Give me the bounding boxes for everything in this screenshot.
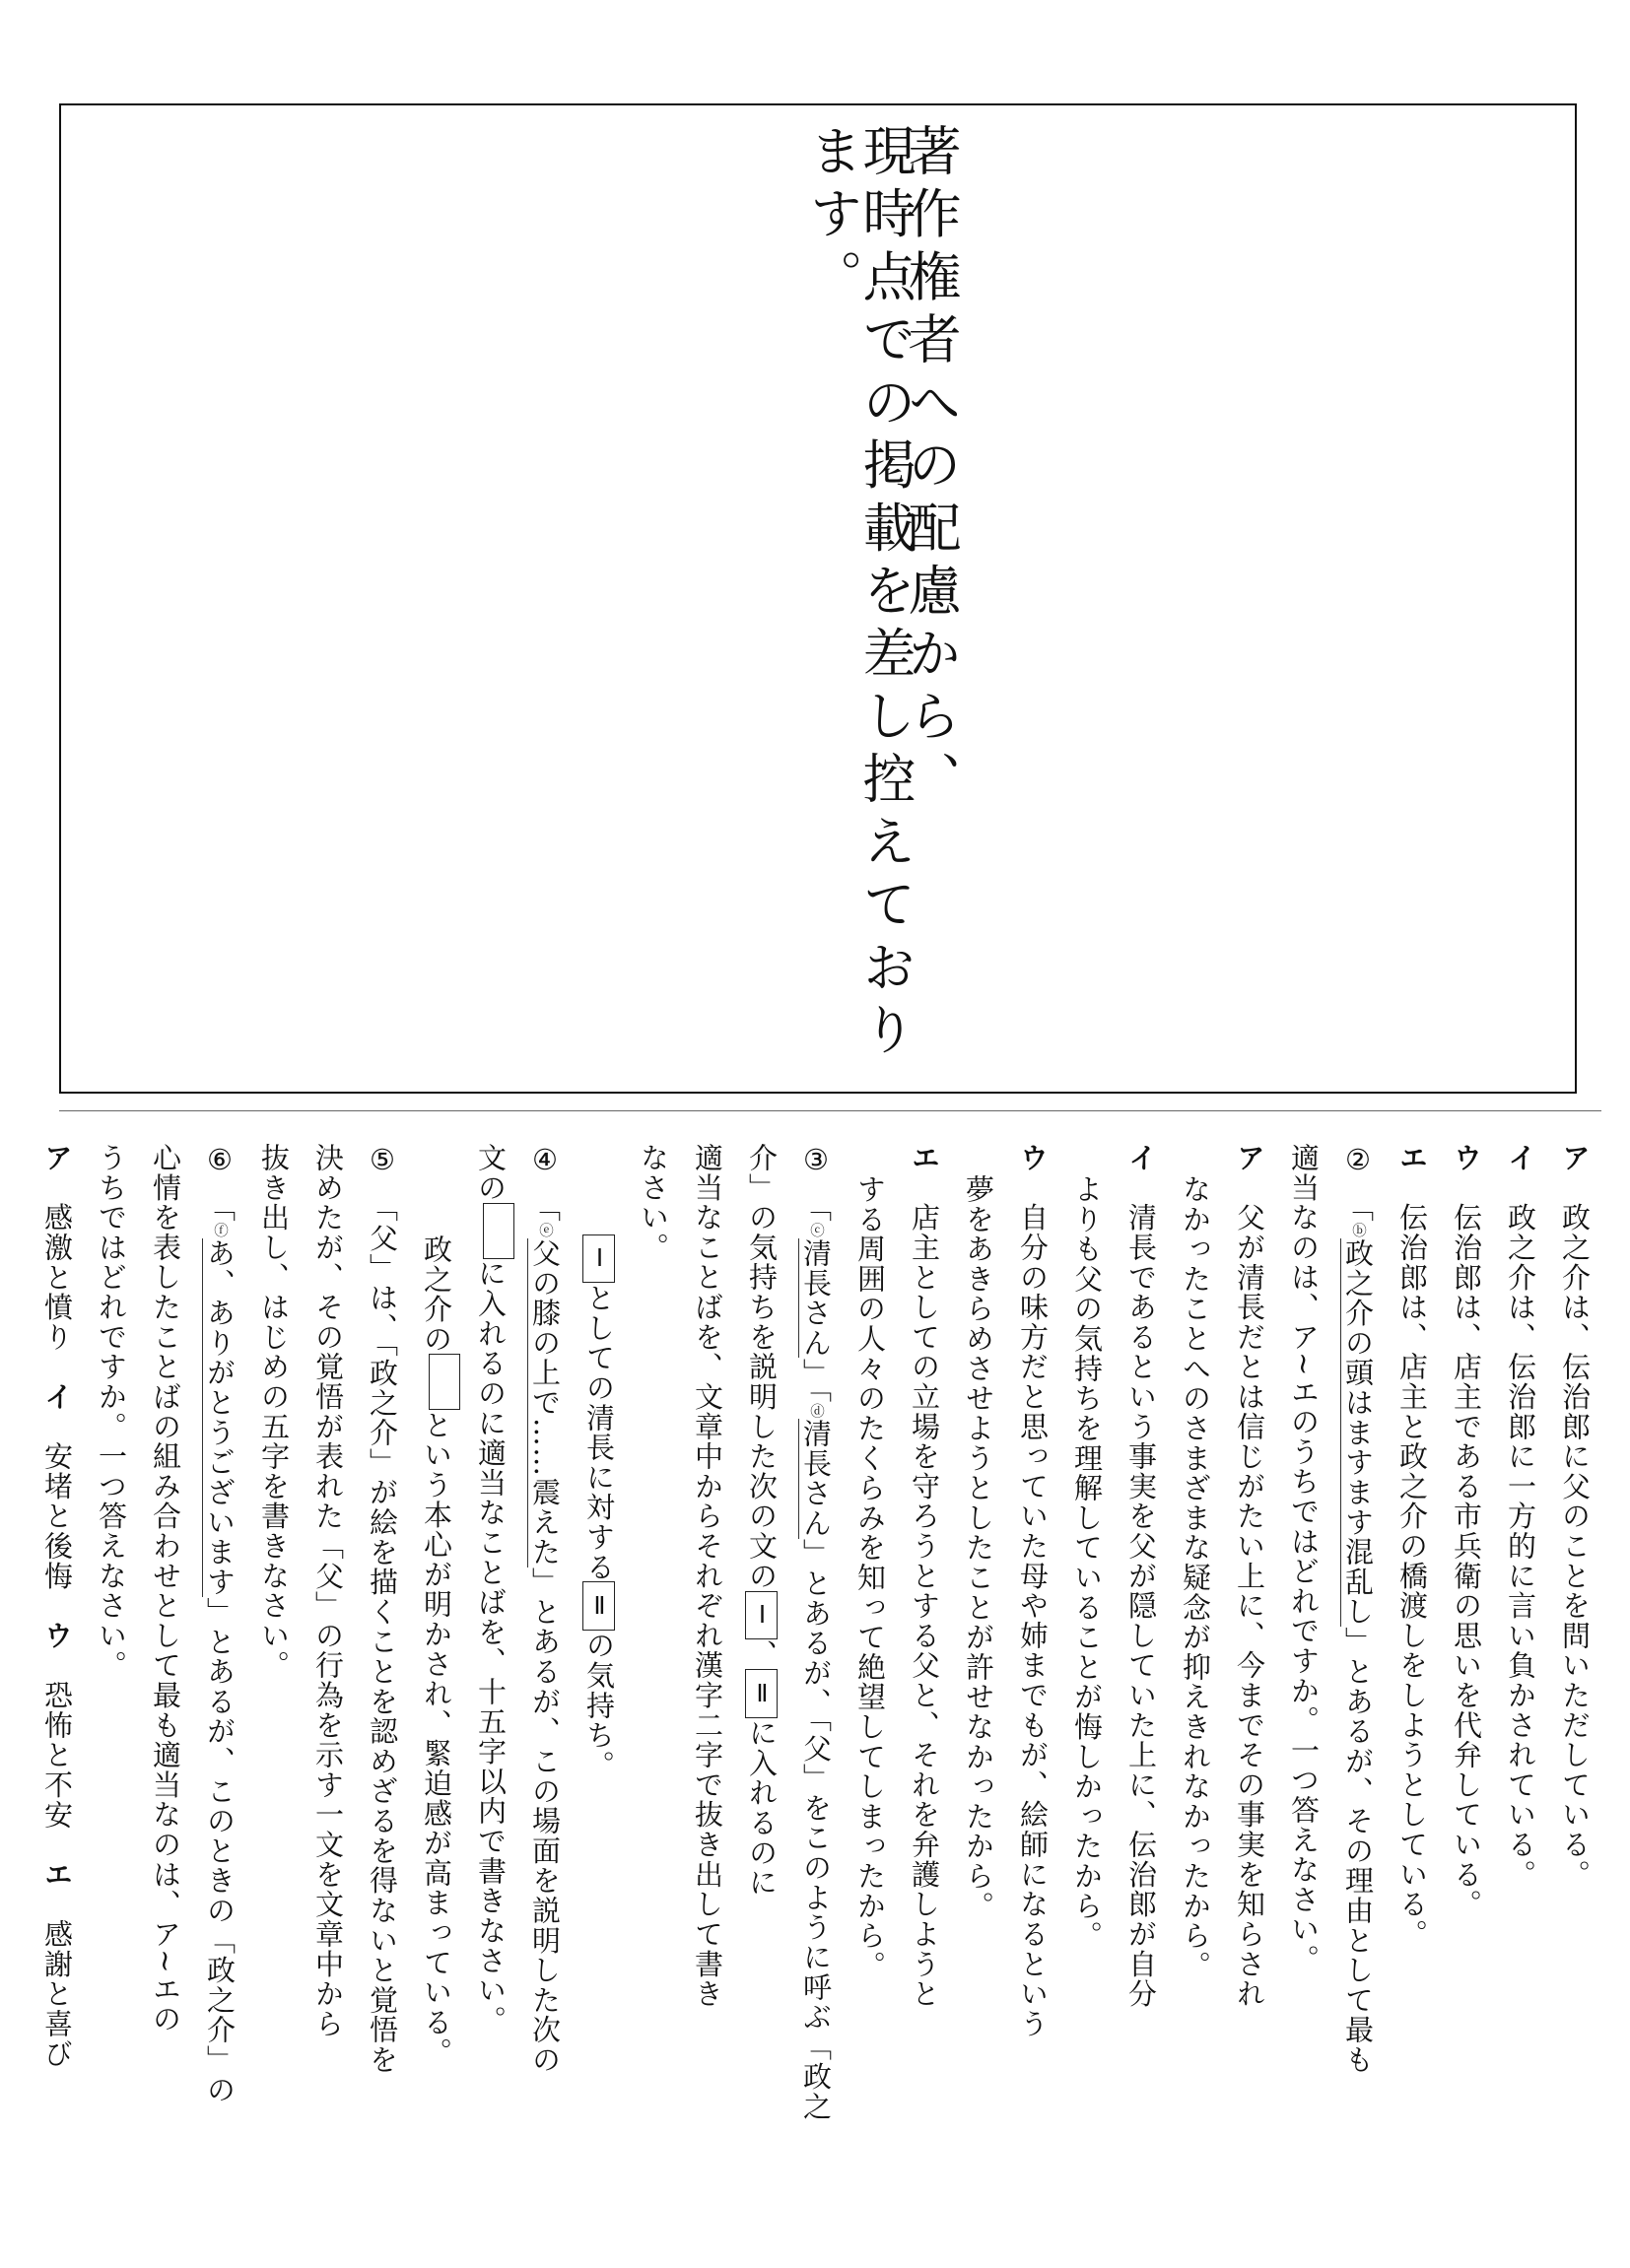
- blank-box-2: Ⅱ: [745, 1669, 778, 1718]
- q1-option-i: イ 政之介は、伝治郎に一方的に言い負かされている。: [1504, 1143, 1537, 1890]
- q6-options: ア 感激と憤り イ 安堵と後悔 ウ 恐怖と不安 エ 感謝と喜び: [40, 1143, 74, 2069]
- q2-quote: 政之介の頭はますます混乱し: [1341, 1238, 1375, 1628]
- q1-option-a: ア 政之介は、伝治郎に父のことを問いただしている。: [1558, 1143, 1592, 1890]
- q4-number: ④: [528, 1143, 562, 1178]
- q2-option-e-cont: する周囲の人々のたくらみを知って絶望してしまったから。: [853, 1173, 887, 1981]
- q3-number: ③: [799, 1143, 833, 1178]
- q3-answer-frame: Ⅰとしての清長に対するⅡの気持ち。: [572, 1143, 626, 2227]
- q3-stem-line3: 適当なことばを、文章中からそれぞれ漢字二字で抜き出して書き: [691, 1143, 724, 2009]
- q5-stem-line3: 抜き出し、はじめの五字を書きなさい。: [257, 1143, 291, 1681]
- q6-number: ⑥: [203, 1143, 237, 1178]
- blank-box-1: Ⅰ: [745, 1591, 778, 1640]
- section-divider: [59, 1110, 1601, 1111]
- q2-option-u-cont: 夢をあきらめさせようとしたことが許せなかったから。: [962, 1173, 995, 1921]
- q4-frame-blank-box: [429, 1354, 460, 1410]
- q5-number: ⑤: [366, 1143, 399, 1178]
- q2-stem-line2: 適当なのは、ア~エのうちではどれですか。一つ答えなさい。: [1287, 1143, 1321, 1974]
- q4-answer-frame: 政之介のという本心が明かされ、緊迫感が高まっている。: [409, 1143, 463, 2227]
- q6-stem: ⑥ 「ⓕあ、ありがとうございます」とあるが、このときの「政之介」の: [203, 1143, 237, 2105]
- q6-stem-line2: 心情を表したことばの組み合わせとして最も適当なのは、ア~エの: [149, 1143, 182, 2035]
- q2-option-u: ウ 自分の味方だと思っていた母や姉までもが、絵師になるという: [1016, 1143, 1050, 2039]
- q2-option-i: イ 清長であるという事実を父が隠していた上に、伝治郎が自分: [1124, 1143, 1158, 2009]
- copyright-notice-box: [59, 103, 1577, 1094]
- q5-stem-line2: 決めたが、その覚悟が表れた「父」の行為を示す一文を文章中から: [311, 1143, 345, 2039]
- q6-stem-line3: うちではどれですか。一つ答えなさい。: [95, 1143, 128, 1681]
- q2-option-a: ア 父が清長だとは信じがたい上に、今までその事実を知らされ: [1233, 1143, 1266, 2009]
- q4-blank-box: [483, 1203, 514, 1259]
- q1-option-e: エ 伝治郎は、店主と政之介の橋渡しをしようとしている。: [1395, 1143, 1429, 1950]
- q5-stem: ⑤ 「父」は、「政之介」が絵を描くことを認めざるを得ないと覚悟を: [366, 1143, 399, 2075]
- q2-option-e: エ 店主としての立場を守ろうとする父と、それを弁護しようと: [908, 1143, 941, 2009]
- q2-option-i-cont: よりも父の気持ちを理解していることが悔しかったから。: [1070, 1173, 1104, 1951]
- q4-stem: ④ 「ⓔ父の膝の上で……震えた」とあるが、この場面を説明した次の: [528, 1143, 562, 2075]
- notice-line-2: 現時点での掲載を差し控えております。: [801, 123, 917, 1065]
- q3-stem-line2: 介」の気持ちを説明した次の文のⅠ、Ⅱに入れるのに: [745, 1143, 779, 1898]
- q3-stem-line4: なさい。: [637, 1143, 670, 1263]
- q2-number: ②: [1341, 1143, 1375, 1178]
- q3-stem: ③ 「ⓒ清長さん」「ⓓ清長さん」とあるが、「父」をこのように呼ぶ「政之: [799, 1143, 833, 2122]
- question-area: [40, 1143, 1601, 2227]
- q4-stem-line2: 文のに入れるのに適当なことばを、十五字以内で書きなさい。: [463, 1143, 517, 2227]
- q1-option-u: ウ 伝治郎は、店主である市兵衛の思いを代弁している。: [1450, 1143, 1483, 1919]
- vertical-question-text: [30, 1143, 1601, 2227]
- q2-stem: ② 「ⓑ政之介の頭はますます混乱し」とあるが、その理由として最も: [1341, 1143, 1375, 2075]
- notice-line-1: 著作権者への配慮から、: [900, 123, 962, 814]
- q2-option-a-cont: なかったことへのさまざまな疑念が抑えきれなかったから。: [1179, 1173, 1212, 1981]
